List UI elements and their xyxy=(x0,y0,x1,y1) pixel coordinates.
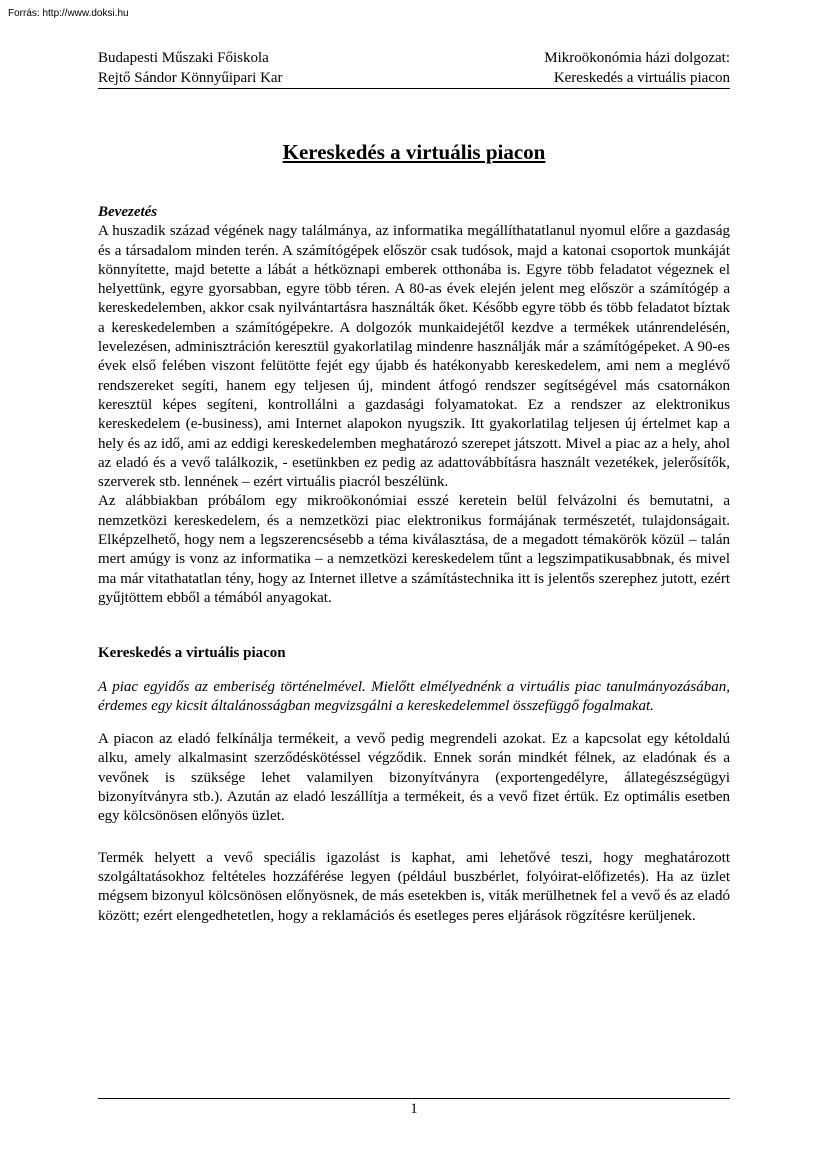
source-label: Forrás: http://www.doksi.hu xyxy=(8,8,129,19)
page-title: Kereskedés a virtuális piacon xyxy=(282,140,546,164)
header-institution xyxy=(98,48,283,88)
section-paragraph-2: Termék helyett a vevő speciális igazolást is kaphat, ami lehetővé teszi, hogy meghatározott szolgáltatásokhoz feltételes hozzáférése legyen (például buszbérlet, folyóirat-előfizetés). Ha az üzlet mégsem bizonyul kölcsönösen előnyösnek, de más esetekben is, viták merülhetnek fel a vevő és az eladó között; ezért elengedhetetlen, hogy a reklamációs és esetleges peres eljárások rögzítésre kerüljenek. xyxy=(98,849,730,924)
page-header xyxy=(98,48,730,89)
header-faculty: Rejtő Sándor Könnyűipari Kar xyxy=(98,70,283,86)
intro-paragraph-2: Az alábbiakban próbálom egy mikroökonómiai esszé keretein belül felvázolni és bemutatni, a nemzetközi kereskedelem, és a nemzetközi piac elektronikus formájának természetét, tulajdonságait. Elképzelhető, hogy nem a legszerencsésebb a téma kiválasztása, de a megadott témakörök közül – talán mert amúgy is vonz az informatika – a nemzetközi kereskedelem tűnt a legszimpatikusabbnak, és mivel ma már vitathatatlan tény, hogy az Internet illetve a számítástechnika itt is jelentős szerephez jutott, ezért gyűjtöttem ebből a témából anyagokat. xyxy=(98,493,730,606)
intro-heading: Bevezetés xyxy=(98,204,158,220)
header-school: Budapesti Műszaki Főiskola xyxy=(98,50,269,66)
intro-paragraph-1: A huszadik század végének nagy találmánya, az informatika megállíthatatlanul nyomul előre a gazdaság és a társadalom minden terén. A számítógépek először csak tudósok, majd a katonai csoportok munkáját könnyítette, majd betette a lábát a hétköznapi emberek otthonába is. Egyre több feladatot végeznek el helyettünk, egyre gyorsabban, egyre több téren. A 80-as évek elején jelent meg először a számítógép a kereskedelemben, akkor csak nyilvántartásra használták őket. Később egyre több és több feladatot bíztak a kereskedelemben a számítógépekre. A dolgozók munkaidejétől kezdve a termékek utánrendelésén, levelezésen, adminisztráción keresztül gyakorlatilag mindenre használják már a számítógépeket. A 90-es évek első felében viszont felütötte fejét egy újabb és hatékonyabb kereskedelem, ami nem a meglévő rendszereket segíti, hanem egy teljesen új, mindent átfogó rendszer segítségével más csatornákon keresztül képes segíteni, kontrollálni a gazdasági folyamatokat. Ez a rendszer az elektronikus kereskedelem (e-business), ami Internet alapokon nyugszik. Itt gyakorlatilag teljesen új értelmet kap a hely és az idő, ami az eddigi kereskedelemben meghatározó szerepet játszott. Mivel a piac az a hely, ahol az eladó és a vevő találkozik, - esetünkben ez pedig az adattovábbításra használt vezetékek, jelerősítők, szerverek stb. lennének – ezért virtuális piacról beszélünk. xyxy=(98,223,730,491)
footer-divider xyxy=(98,1098,730,1099)
header-document-title: Kereskedés a virtuális piacon xyxy=(553,70,730,86)
header-document-type: Mikroökonómia házi dolgozat: xyxy=(544,50,730,66)
header-document-info xyxy=(544,48,730,88)
section-heading: Kereskedés a virtuális piacon xyxy=(98,645,286,662)
page-number: 1 xyxy=(410,1101,418,1117)
document-body xyxy=(98,203,730,926)
section-paragraph-1: A piacon az eladó felkínálja termékeit, a vevő pedig megrendeli azokat. Ez a kapcsolat egy kétoldalú alku, amely alkalmasint szerződéskötéssel végződik. Ennek során mindkét félnek, az eladónak és a vevőnek is szüksége lehet valamilyen bizonyítványra (exportengedélyre, állategészségügyi bizonyítványra stb.). Azután az eladó leszállítja a termékeit, és a vevő fizet értük. Ez optimális esetben egy kölcsönösen előnyös üzlet. xyxy=(98,731,730,825)
section-italic-intro: A piac egyidős az emberiség történelmével. Mielőtt elmélyednénk a virtuális piac tanulmányozásában, érdemes egy kicsit általánosságban megvizsgálni a kereskedelemmel összefüggő fogalmakat. xyxy=(98,678,730,714)
